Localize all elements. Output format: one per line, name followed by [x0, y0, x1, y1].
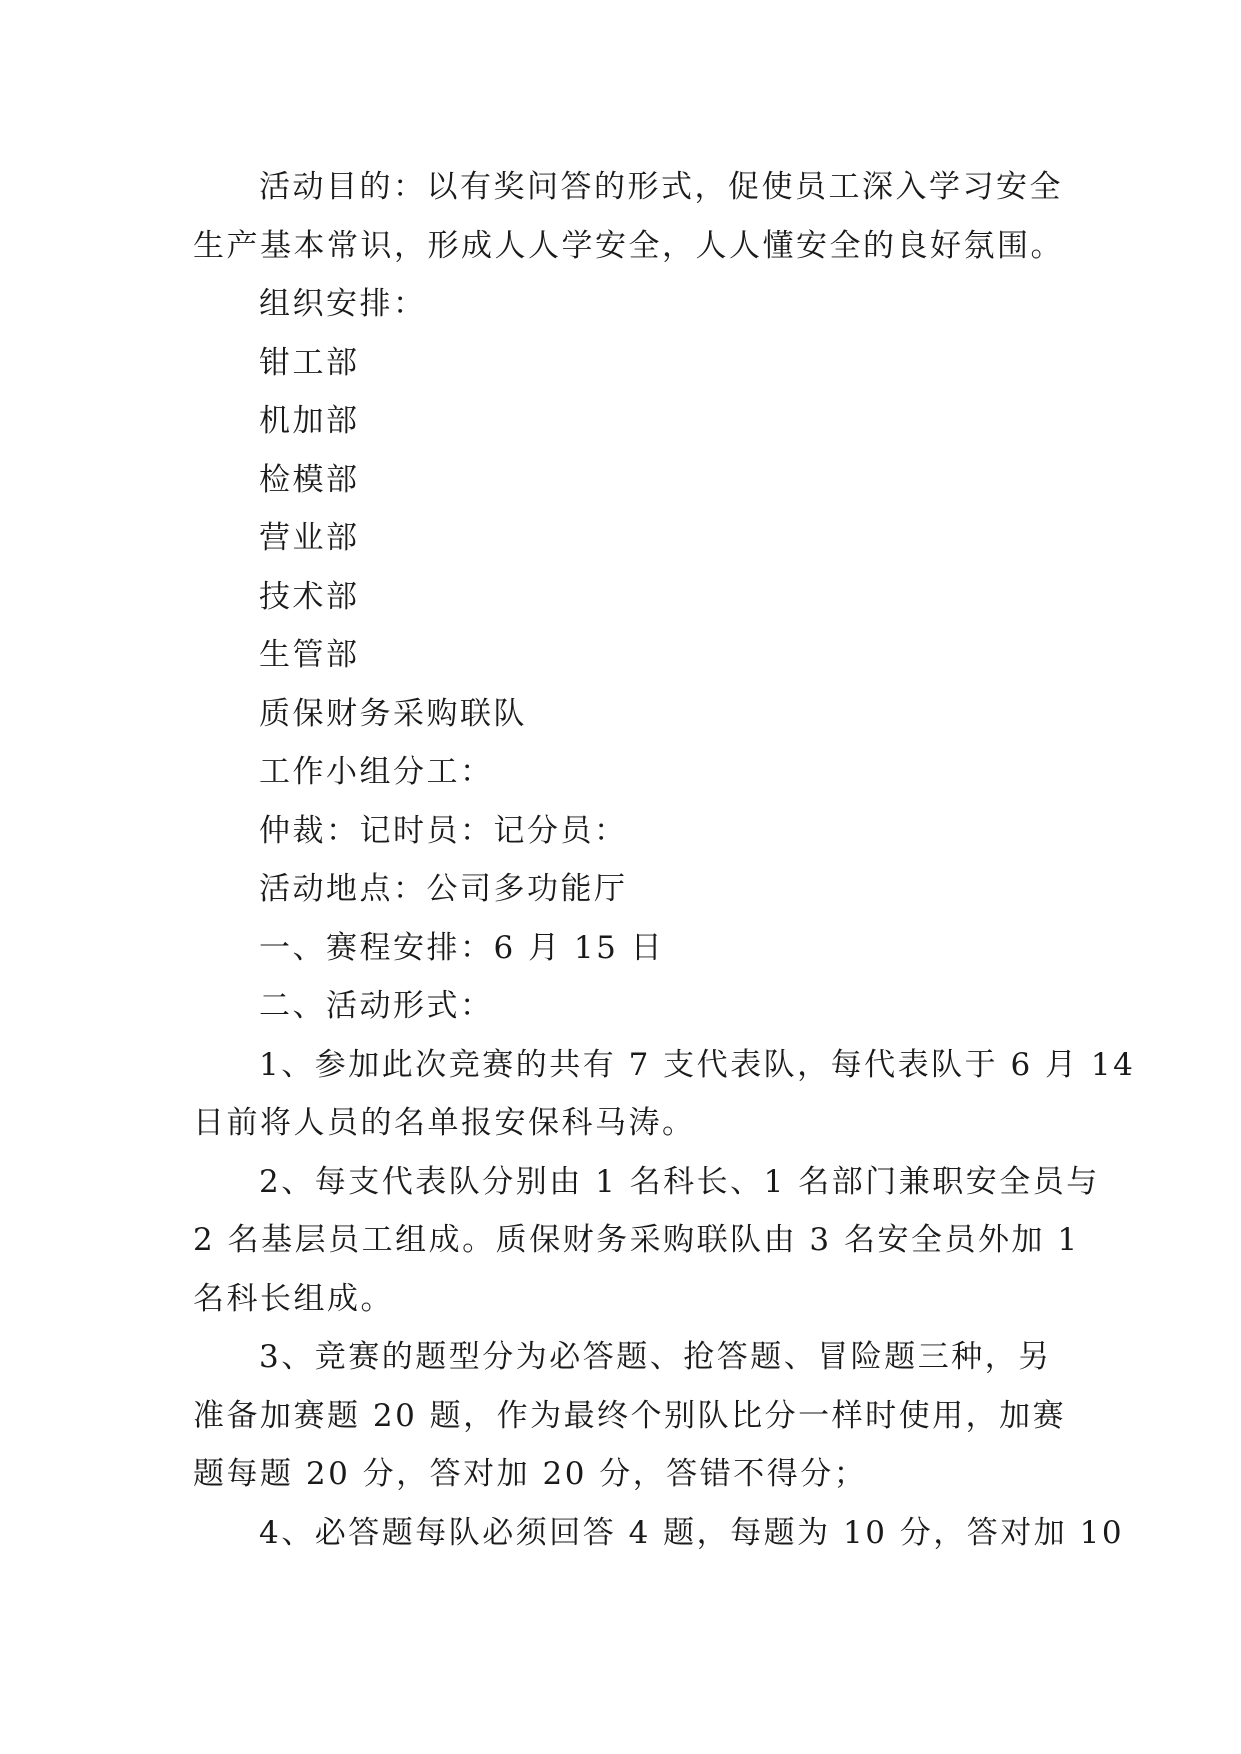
department-item [193, 685, 1048, 744]
text-line: 机加部 [259, 403, 360, 439]
text-line: 生产基本常识，形成人人学安全，人人懂安全的良好氛围。 [193, 227, 1064, 264]
section-activity-form [193, 977, 1048, 1036]
text-line: 工作小组分工： [259, 754, 494, 790]
department-item [193, 334, 1048, 393]
text-line: 2、每支代表队分别由 1 名科长、1 名部门兼职安全员与 [259, 1163, 1100, 1200]
text-line: 2 名基层员工组成。质保财务采购联队由 3 名安全员外加 1 [193, 1222, 1080, 1258]
text-line: 活动地点：公司多功能厅 [259, 871, 628, 907]
text-line: 活动目的：以有奖问答的形式，促使员工深入学习安全 [259, 169, 1063, 205]
text-line: 检模部 [259, 461, 360, 498]
department-item [193, 451, 1048, 510]
rule-item-1 [193, 1036, 1136, 1153]
paragraph-organization-heading [193, 275, 1048, 334]
text-line: 名科长组成。 [193, 1280, 394, 1317]
text-line: 技术部 [259, 578, 360, 615]
text-line: 3、竞赛的题型分为必答题、抢答题、冒险题三种，另 [259, 1339, 1052, 1375]
text-line: 组织安排： [259, 286, 427, 322]
rule-item-4 [193, 1504, 1125, 1563]
text-line: 一、赛程安排：6 月 15 日 [259, 929, 665, 966]
paragraph-location [193, 860, 1048, 919]
paragraph-roles [193, 802, 1048, 861]
rule-item-3 [193, 1328, 1067, 1504]
rule-item-2 [193, 1153, 1100, 1329]
text-line: 4、必答题每队必须回答 4 题，每题为 10 分，答对加 10 [259, 1514, 1125, 1551]
paragraph-work-group [193, 743, 1048, 802]
department-item [193, 392, 1048, 451]
text-line: 质保财务采购联队 [259, 695, 527, 732]
text-line: 1、参加此次竞赛的共有 7 支代表队，每代表队于 6 月 14 [259, 1046, 1136, 1083]
department-item [193, 626, 1048, 685]
text-line: 题每题 20 分，答对加 20 分，答错不得分； [193, 1456, 868, 1492]
department-item [193, 568, 1048, 627]
text-line: 钳工部 [259, 344, 360, 381]
text-line: 营业部 [259, 520, 360, 556]
document-body [193, 158, 1136, 1562]
text-line: 生管部 [259, 637, 360, 673]
text-line: 仲裁：记时员：记分员： [259, 812, 628, 849]
text-line: 二、活动形式： [259, 988, 494, 1024]
paragraph-purpose [193, 158, 1064, 275]
department-item [193, 509, 1048, 568]
section-schedule [193, 919, 1048, 978]
text-line: 准备加赛题 20 题，作为最终个别队比分一样时使用，加赛 [193, 1397, 1067, 1434]
text-line: 日前将人员的名单报安保科马涛。 [193, 1105, 696, 1141]
